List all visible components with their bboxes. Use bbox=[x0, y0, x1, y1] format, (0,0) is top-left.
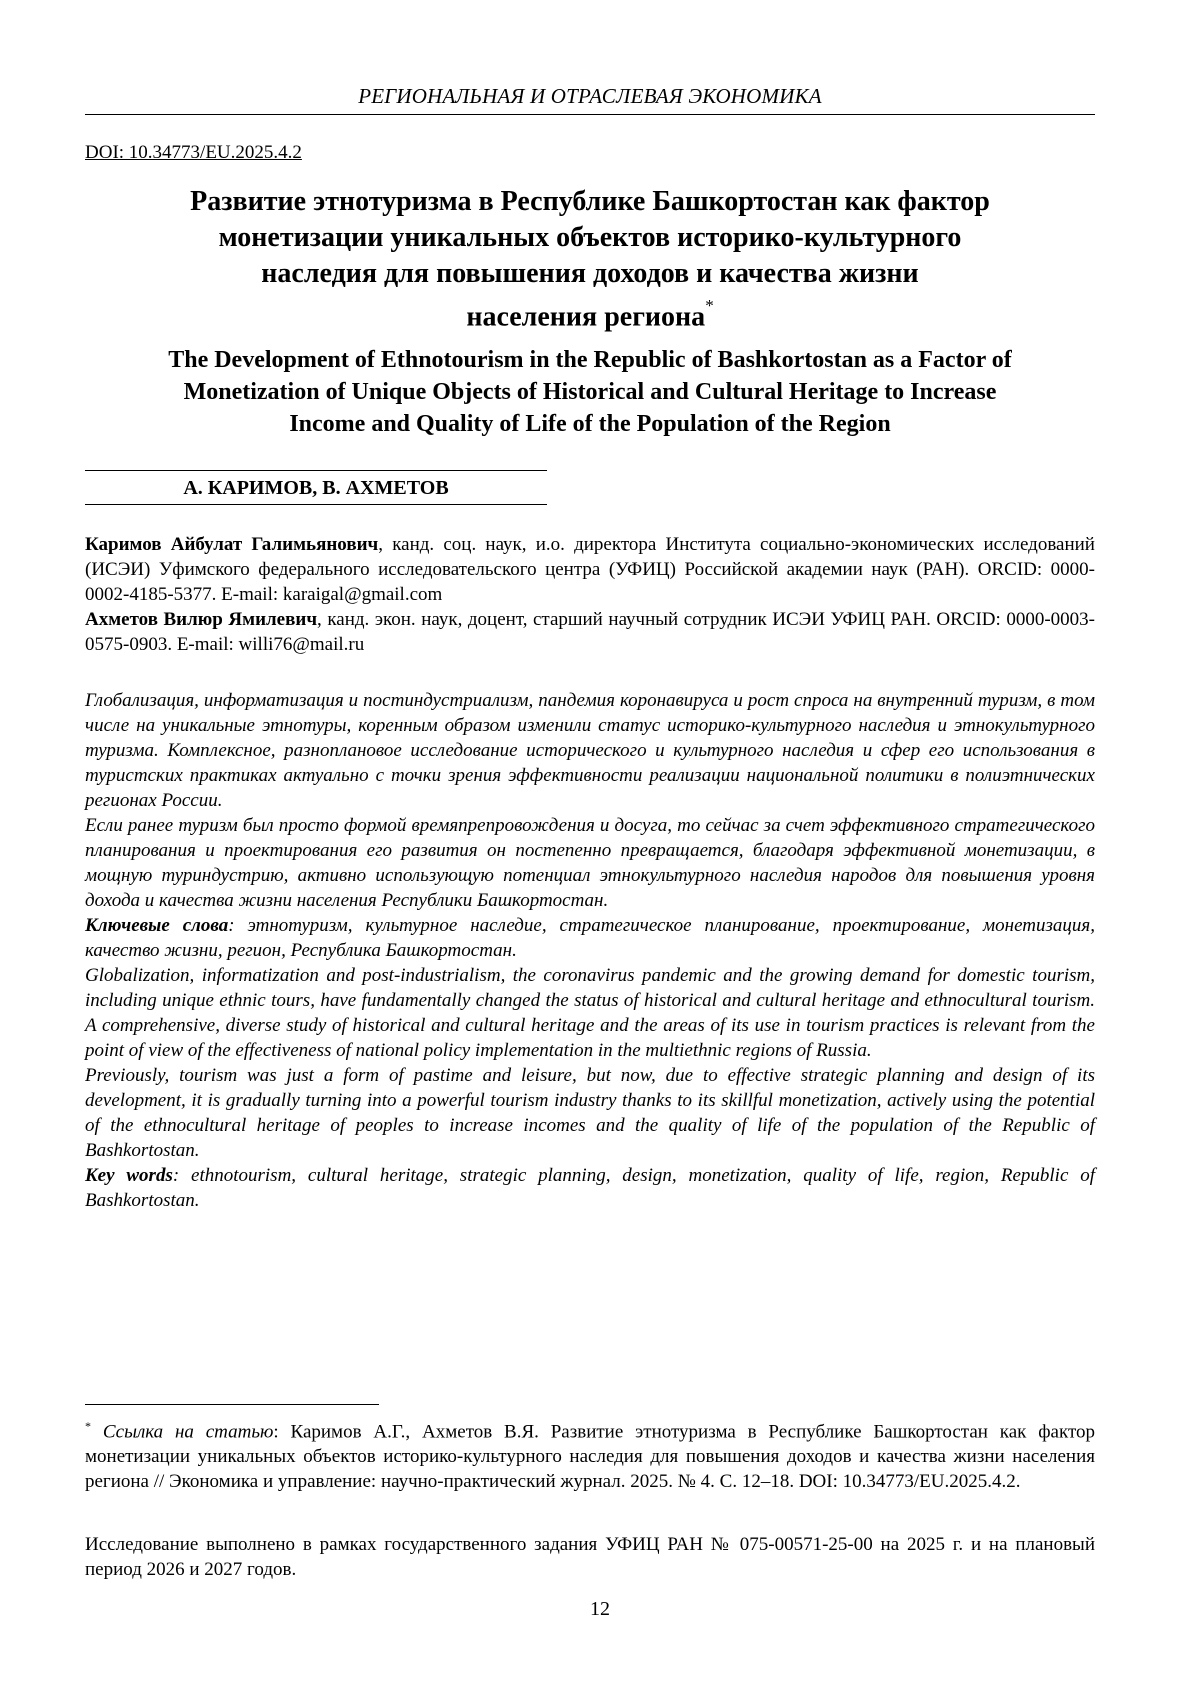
grant-acknowledgement: Исследование выполнено в рамках государственного задания УФИЦ РАН № 075-00571-25-00 на 2025 г. и на плановый период 2026 и 2027 годов. bbox=[85, 1532, 1095, 1582]
authors-line: А. КАРИМОВ, В. АХМЕТОВ bbox=[85, 474, 547, 502]
abstract-ru-paragraph: Глобализация, информатизация и постиндустриализм, пандемия коронавируса и рост спроса на внутренний туризм, в том числе на уникальные этнотуры, коренным образом изменили статус историко-культурного наследия и этнокультурного туризма. Комплексное, разноплановое исследование исторического и культурного наследия и сфер его использования в туристских практиках актуально с точки зрения эффективности реализации национальной политики в полиэтнических регионах России. bbox=[85, 688, 1095, 813]
citation-footnote bbox=[85, 1414, 1095, 1494]
title-russian bbox=[120, 184, 1060, 335]
journal-section-header: РЕГИОНАЛЬНАЯ И ОТРАСЛЕВАЯ ЭКОНОМИКА bbox=[85, 84, 1095, 109]
keywords-ru bbox=[85, 913, 1095, 963]
abstract-ru-paragraph: Если ранее туризм был просто формой времяпрепровождения и досуга, то сейчас за счет эффективного стратегического планирования и проектирования его развития он постепенно превращается, благодаря эффективной монетизации, в мощную туриндустрию, активно использующую потенциал этнокультурного наследия народов для повышения уровня дохода и качества жизни населения Республики Башкортостан. bbox=[85, 813, 1095, 913]
title-ru-line: Развитие этнотуризма в Республике Башкортостан как фактор bbox=[120, 184, 1060, 220]
author-1-affiliation bbox=[85, 532, 1095, 607]
author-2-affiliation bbox=[85, 607, 1095, 657]
title-ru-line-text: населения региона bbox=[466, 301, 705, 332]
footnote-label: Ссылка на статью bbox=[103, 1421, 274, 1442]
authors-rule-top bbox=[85, 470, 547, 471]
header-divider bbox=[85, 114, 1095, 115]
title-en-line: Monetization of Unique Objects of Historical and Cultural Heritage to Increase bbox=[85, 376, 1095, 408]
page-number: 12 bbox=[0, 1598, 1200, 1621]
authors-rule-bottom bbox=[85, 504, 547, 505]
abstract-en-paragraph: Previously, tourism was just a form of pastime and leisure, but now, due to effective strategic planning and design of its development, it is gradually turning into a powerful tourism industry thanks to its skillful monetization, actively using the potential of the ethnocultural heritage of peoples to increase incomes and the quality of life of the population of the Republic of Bashkortostan. bbox=[85, 1063, 1095, 1163]
keywords-en-text: : ethnotourism, cultural heritage, strategic planning, design, monetization, quality of life, region, Republic of Bashkortostan. bbox=[85, 1165, 1095, 1211]
author-1-details: , канд. соц. наук, и.о. директора Института социально-экономических исследований (ИСЭИ) Уфимского федерального исследовательского центра (УФИЦ) Российской академии наук (РАН). ORCID: 0000-0002-4185-5377. E-mail: karaigal@gmail.com bbox=[85, 534, 1095, 605]
title-ru-line bbox=[120, 292, 1060, 335]
paper-page bbox=[0, 0, 1200, 1698]
doi-link[interactable]: DOI: 10.34773/EU.2025.4.2 bbox=[85, 142, 302, 164]
title-english bbox=[85, 344, 1095, 440]
footnote-marker[interactable]: * bbox=[705, 296, 714, 315]
author-1-name: Каримов Айбулат Галимьянович bbox=[85, 534, 378, 555]
keywords-ru-label: Ключевые слова bbox=[85, 915, 228, 936]
title-ru-line: наследия для повышения доходов и качества жизни bbox=[120, 256, 1060, 292]
author-2-name: Ахметов Вилюр Ямилевич bbox=[85, 609, 317, 630]
keywords-en-label: Key words bbox=[85, 1165, 173, 1186]
author-2-details: , канд. экон. наук, доцент, старший научный сотрудник ИСЭИ УФИЦ РАН. ORCID: 0000-0003-0575-0903. E-mail: willi76@mail.ru bbox=[85, 609, 1095, 655]
footnote-marker-bottom: * bbox=[85, 1419, 91, 1433]
title-ru-line: монетизации уникальных объектов историко-культурного bbox=[120, 220, 1060, 256]
abstract-block bbox=[85, 688, 1095, 1213]
abstract-en-paragraph: Globalization, informatization and post-industrialism, the coronavirus pandemic and the growing demand for domestic tourism, including unique ethnic tours, have fundamentally changed the status of historical and cultural heritage and ethnocultural tourism. A comprehensive, diverse study of historical and cultural heritage and the areas of its use in tourism practices is relevant from the point of view of the effectiveness of national policy implementation in the multiethnic regions of Russia. bbox=[85, 963, 1095, 1063]
author-affiliations bbox=[85, 532, 1095, 657]
keywords-en bbox=[85, 1163, 1095, 1213]
footnote-divider bbox=[85, 1404, 379, 1405]
title-en-line: The Development of Ethnotourism in the Republic of Bashkortostan as a Factor of bbox=[85, 344, 1095, 376]
keywords-ru-text: : этнотуризм, культурное наследие, стратегическое планирование, проектирование, монетизация, качество жизни, регион, Республика Башкортостан. bbox=[85, 915, 1095, 961]
footnote-text: : Каримов А.Г., Ахметов В.Я. Развитие этнотуризма в Республике Башкортостан как фактор монетизации уникальных объектов историко-культурного наследия для повышения доходов и качества жизни населения региона // Экономика и управление: научно-практический журнал. 2025. № 4. С. 12–18. DOI: 10.34773/EU.2025.4.2. bbox=[85, 1421, 1095, 1492]
title-en-line: Income and Quality of Life of the Population of the Region bbox=[85, 408, 1095, 440]
